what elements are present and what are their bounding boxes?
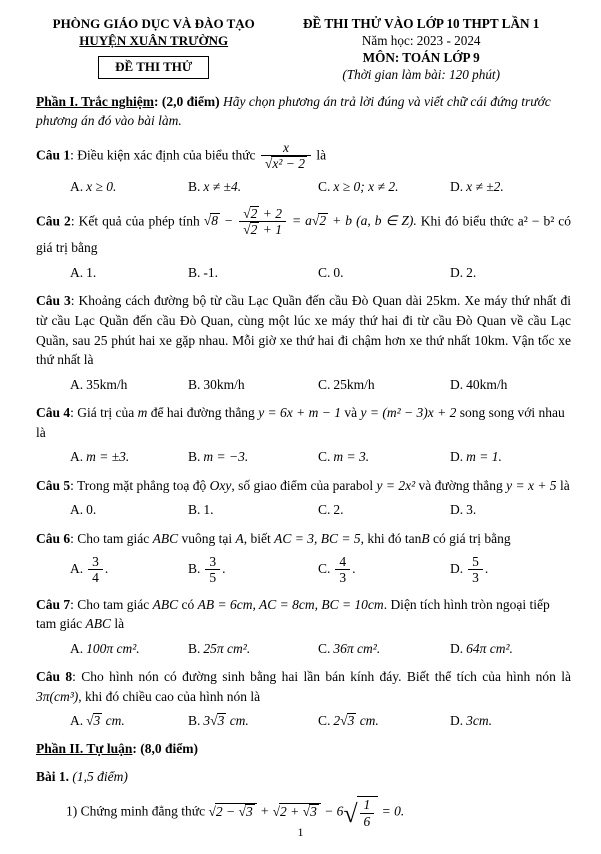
q1-option-c: C. x ≥ 0; x ≠ 2. (318, 179, 399, 195)
question-4 (36, 403, 571, 467)
q6-options (70, 554, 571, 586)
question-8 (36, 667, 571, 731)
part1-title: Phần I. Trắc nghiệm (36, 93, 155, 109)
q8-option-a: A. √ 3 cm. (70, 711, 188, 731)
q7-options (70, 639, 571, 659)
part1-heading (36, 92, 571, 131)
q3-option-b: B. 30km/h (188, 376, 245, 392)
sqrt-radical: √ 3 (303, 804, 319, 819)
q3-label: Câu 3 (36, 293, 71, 309)
q3-options (70, 375, 571, 395)
q8-label: Câu 8 (36, 669, 73, 685)
sqrt-radical: √ 2 + √ 3 (273, 804, 321, 819)
exam-type-label: ĐỀ THI THỬ (115, 59, 193, 75)
q3-statement (36, 291, 571, 369)
sqrt-radical (343, 797, 378, 829)
duration-line: (Thời gian làm bài: 120 phút) (342, 66, 500, 82)
q7-option-c: C. 36π cm². (318, 640, 381, 656)
fraction: √ $\frac{1}{6}$ (360, 797, 375, 829)
q6-option-b: B. $\frac{3}{5}$ . (188, 553, 226, 586)
q4-option-c: C. m = 3. (318, 449, 370, 465)
sqrt-radical: √ 3 (340, 713, 356, 728)
part2-points: : (8,0 điểm) (132, 741, 199, 757)
q2-option-b: B. -1. (188, 264, 219, 280)
q7-option-a: A. 100π cm². (70, 640, 140, 656)
department-name: PHÒNG GIÁO DỤC VÀ ĐÀO TẠO (52, 16, 255, 31)
b1-points: (1,5 điểm) (72, 768, 128, 784)
q3-option-c: C. 25km/h (318, 376, 375, 392)
q2-frac-denominator: √ 2 + 1 (239, 222, 286, 238)
q7-option-b: B. 25π cm². (188, 640, 251, 656)
fraction: $\frac{5}{3}$ (468, 554, 483, 586)
sqrt-radical: √ 2 (243, 222, 259, 237)
q2-label: Câu 2 (36, 213, 71, 229)
subject-line: MÔN: TOÁN LỚP 9 (362, 49, 480, 65)
q7-option-d: D. 64π cm². (450, 640, 513, 656)
q2-options (70, 263, 571, 283)
q5-statement: Câu 5: Trong mặt phẳng toạ độ Oxy, số giao điểm của parabol y = 2x² và đường thẳng y = x + 5 là (36, 477, 570, 493)
q4-option-d: D. m = 1. (450, 449, 502, 465)
q1-frac-denominator (261, 156, 311, 172)
q2-statement (36, 206, 571, 258)
b1-expression: √ 2 − √ 3 + √ 2 + √ 3 − 6 √ $\frac{1}{6}$ = 0. (209, 804, 405, 819)
fraction: $\frac{3}{4}$ (88, 554, 103, 586)
q6-option-c: C. $\frac{4}{3}$ . (318, 553, 356, 586)
question-3 (36, 291, 571, 394)
q2-frac-numerator: √ 2 + 2 (239, 206, 286, 223)
exam-header (36, 16, 571, 84)
issuing-authority-block (36, 16, 271, 84)
b1-label: Bài 1. (36, 768, 70, 784)
q6-option-d: D. $\frac{5}{3}$ . (450, 553, 489, 586)
q3-option-a: A. 35km/h (70, 376, 128, 392)
district-name: HUYỆN XUÂN TRƯỜNG (79, 32, 229, 48)
q1-frac-numerator: x (261, 140, 311, 157)
q8-option-b: B. 3 √ 3 cm. (188, 711, 318, 731)
page-number: 1 (297, 824, 304, 839)
question-1 (36, 140, 571, 197)
q2-expression: √ 8 − √ 2 + 2 √ 2 + 1 = a √ 2 + b (a, b ∈ Z). (204, 213, 417, 228)
q8-option-c: C. 2 √ 3 cm. (318, 711, 450, 731)
sqrt-radical: √ x² − 2 (265, 156, 307, 171)
q3-body-text: : Khoảng cách đường bộ từ cầu Lạc Quần đến cầu Đò Quan dài 25km. Xe máy thứ nhất đi từ cầu Lạc Quần đến cầu Đò Quan, cùng một lúc xe máy thứ hai đi từ cầu Đò Quan về cầu Lạc Quần, sau 25 phút hai xe gặp nhau. Mỗi giờ xe thứ hai đi chậm hơn xe thứ nhất 10km. Vận tốc xe thứ nhất là (36, 293, 571, 368)
sqrt-radical: √ 2 (312, 213, 328, 228)
question-5 (36, 476, 571, 520)
q5-option-d: D. 3. (450, 502, 477, 518)
q8-options (70, 711, 571, 731)
q6-option-a: A. $\frac{3}{4}$ . (70, 553, 109, 586)
question-2 (36, 206, 571, 283)
q2-fraction (239, 206, 286, 239)
exam-type-box (98, 56, 209, 79)
q8-statement: Câu 8: Cho hình nón có đường sinh bằng hai lần bán kính đáy. Biết thể tích của hình nón là 3π(cm³), khi đó chiều cao của hình nón là (36, 669, 571, 704)
fraction: $\frac{3}{5}$ (205, 554, 220, 586)
q4-options (70, 447, 571, 467)
sqrt-radical: √ 3 (210, 713, 226, 728)
part2-heading (36, 739, 571, 759)
sqrt-radical: √ 3 (239, 804, 255, 819)
b1-heading (36, 767, 571, 787)
q1-fraction (261, 140, 311, 172)
q1-pre-text: : Điều kiện xác định của biểu thức (70, 146, 256, 162)
q4-statement: Câu 4: Giá trị của m để hai đường thẳng y = 6x + m − 1 và y = (m² − 3)x + 2 song song với nhau là (36, 405, 565, 440)
exam-title-block (271, 16, 571, 84)
fraction: $\frac{4}{3}$ (335, 554, 350, 586)
q4-label: Câu 4 (36, 405, 71, 421)
q2-option-a: A. 1. (70, 264, 97, 280)
part1-instruction: Hãy chọn phương án trả lời đúng và viết chữ cái đứng trước phương án đó vào bài làm. (36, 93, 551, 129)
question-6 (36, 529, 571, 586)
q8-option-d: D. 3cm. (450, 713, 492, 729)
part1-points: : (2,0 điểm) (154, 93, 220, 109)
part2-title: Phần II. Tự luận (36, 741, 133, 757)
q3-option-d: D. 40km/h (450, 376, 508, 392)
q1-options (70, 177, 571, 197)
sqrt-radical: √ 3 (86, 713, 102, 728)
q2-option-d: D. 2. (450, 264, 477, 280)
q5-option-b: B. 1. (188, 502, 214, 518)
q5-option-a: A. 0. (70, 502, 97, 518)
q2-post-text: Khi đó biểu thức a² − b² có giá trị bằng (36, 213, 572, 256)
q2-option-c: C. 0. (318, 264, 344, 280)
q6-statement: Câu 6: Cho tam giác ABC vuông tại A, biết AC = 3, BC = 5, khi đó tanB có giá trị bằng (36, 531, 511, 547)
sqrt-radical: √ 2 − √ 3 (209, 804, 257, 819)
exam-title: ĐỀ THI THỬ VÀO LỚP 10 THPT LẦN 1 (302, 16, 540, 31)
sqrt-radical: √ 8 (204, 213, 220, 228)
b1-item-text: 1) Chứng minh đẳng thức (66, 803, 206, 819)
q4-option-b: B. m = −3. (188, 449, 249, 465)
q2-pre-text: : Kết quả của phép tính (70, 213, 200, 229)
q1-option-d: D. x ≠ ±2. (450, 179, 504, 195)
q5-label: Câu 5 (36, 477, 71, 493)
q7-label: Câu 7 (36, 596, 71, 612)
q1-statement (36, 140, 571, 172)
q7-statement: Câu 7: Cho tam giác ABC có AB = 6cm, AC = 8cm, BC = 10cm. Diện tích hình tròn ngoại tiếp tam giác ABC là (36, 596, 550, 632)
sqrt-radical: √ 2 (243, 206, 259, 221)
q5-options (70, 500, 571, 520)
q6-label: Câu 6 (36, 531, 71, 547)
question-7 (36, 595, 571, 659)
q1-label: Câu 1 (36, 146, 71, 162)
q1-option-b: B. x ≠ ±4. (188, 179, 242, 195)
q4-option-a: A. m = ±3. (70, 449, 130, 465)
q1-option-a: A. x ≥ 0. (70, 179, 117, 195)
q1-post-text: là (316, 146, 327, 162)
school-year: Năm học: 2023 - 2024 (361, 32, 481, 48)
q5-option-c: C. 2. (318, 502, 344, 518)
